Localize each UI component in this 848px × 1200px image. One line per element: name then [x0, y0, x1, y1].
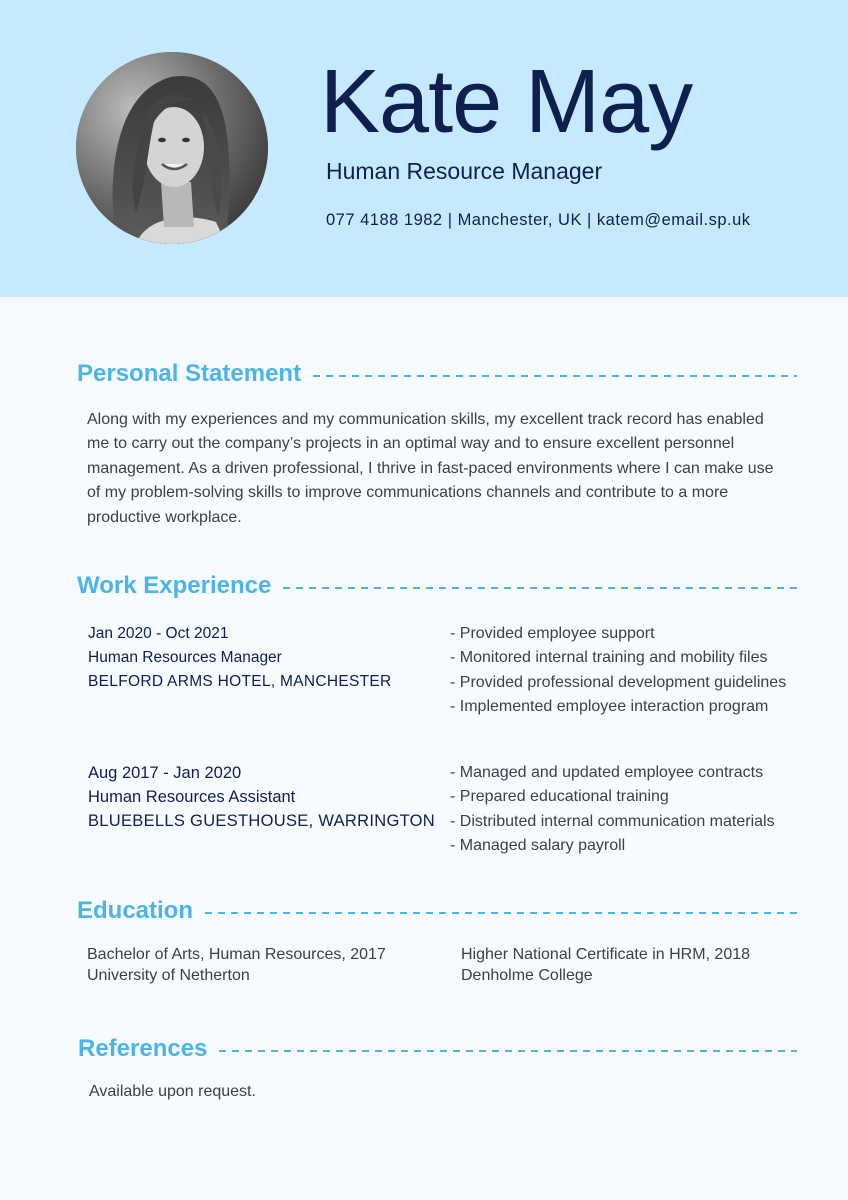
personal-statement-header	[77, 359, 797, 389]
job-company: BELFORD ARMS HOTEL, MANCHESTER	[88, 673, 392, 690]
personal-statement-text: Along with my experiences and my communication skills, my excellent track record has enabled me to carry out the company’s projects in an optimal way and to ensure excellent personnel management. As a driven professional, I thrive in fast-paced environments where I can make use of my problem-solving skills to improve communications channels and contribute to a more productive workplace.	[87, 411, 774, 526]
candidate-name: Kate May	[320, 52, 693, 152]
job-meta	[88, 761, 436, 833]
job-role: Human Resources Manager	[88, 649, 282, 666]
section-divider	[205, 912, 797, 914]
job-duty: - Distributed internal communication materials	[450, 812, 775, 830]
section-divider	[313, 375, 797, 377]
job-role: Human Resources Assistant	[88, 788, 296, 806]
job-company: BLUEBELLS GUESTHOUSE, WARRINGTON	[88, 812, 436, 830]
references-header	[78, 1034, 797, 1064]
job-duty: - Monitored internal training and mobility files	[450, 649, 768, 667]
job-duty: - Implemented employee interaction program	[450, 698, 769, 716]
job-duty: - Managed salary payroll	[450, 837, 626, 855]
references-text: Available upon request.	[89, 1083, 256, 1100]
job-duties	[450, 761, 810, 859]
candidate-title: Human Resource Manager	[326, 158, 603, 184]
education-degree: Higher National Certificate in HRM, 2018	[461, 946, 751, 963]
education-degree: Bachelor of Arts, Human Resources, 2017	[87, 946, 386, 963]
education-school: Denholme College	[461, 967, 593, 984]
education-entry	[461, 944, 750, 986]
work-experience-heading: Work Experience	[77, 572, 272, 599]
profile-photo	[76, 52, 268, 244]
section-divider	[219, 1050, 797, 1052]
header-banner	[0, 0, 848, 297]
profile-photo-image	[76, 52, 268, 244]
education-school: University of Netherton	[87, 967, 250, 984]
job-duties	[450, 622, 810, 720]
education-entry	[87, 944, 386, 986]
references-heading: References	[78, 1035, 208, 1062]
job-duty: - Provided professional development guidelines	[450, 673, 787, 691]
contact-line: 077 4188 1982 | Manchester, UK | katem@email.sp.uk	[326, 211, 751, 229]
education-heading: Education	[77, 897, 194, 924]
job-duty: - Prepared educational training	[450, 788, 669, 806]
personal-statement-heading: Personal Statement	[77, 360, 302, 387]
job-dates: Aug 2017 - Jan 2020	[88, 764, 242, 782]
education-header	[77, 896, 797, 926]
job-dates: Jan 2020 - Oct 2021	[88, 625, 229, 642]
job-meta	[88, 622, 428, 694]
section-divider	[283, 587, 797, 589]
job-duty: - Managed and updated employee contracts	[450, 764, 764, 781]
job-duty: - Provided employee support	[450, 625, 655, 642]
work-experience-header	[77, 571, 797, 601]
